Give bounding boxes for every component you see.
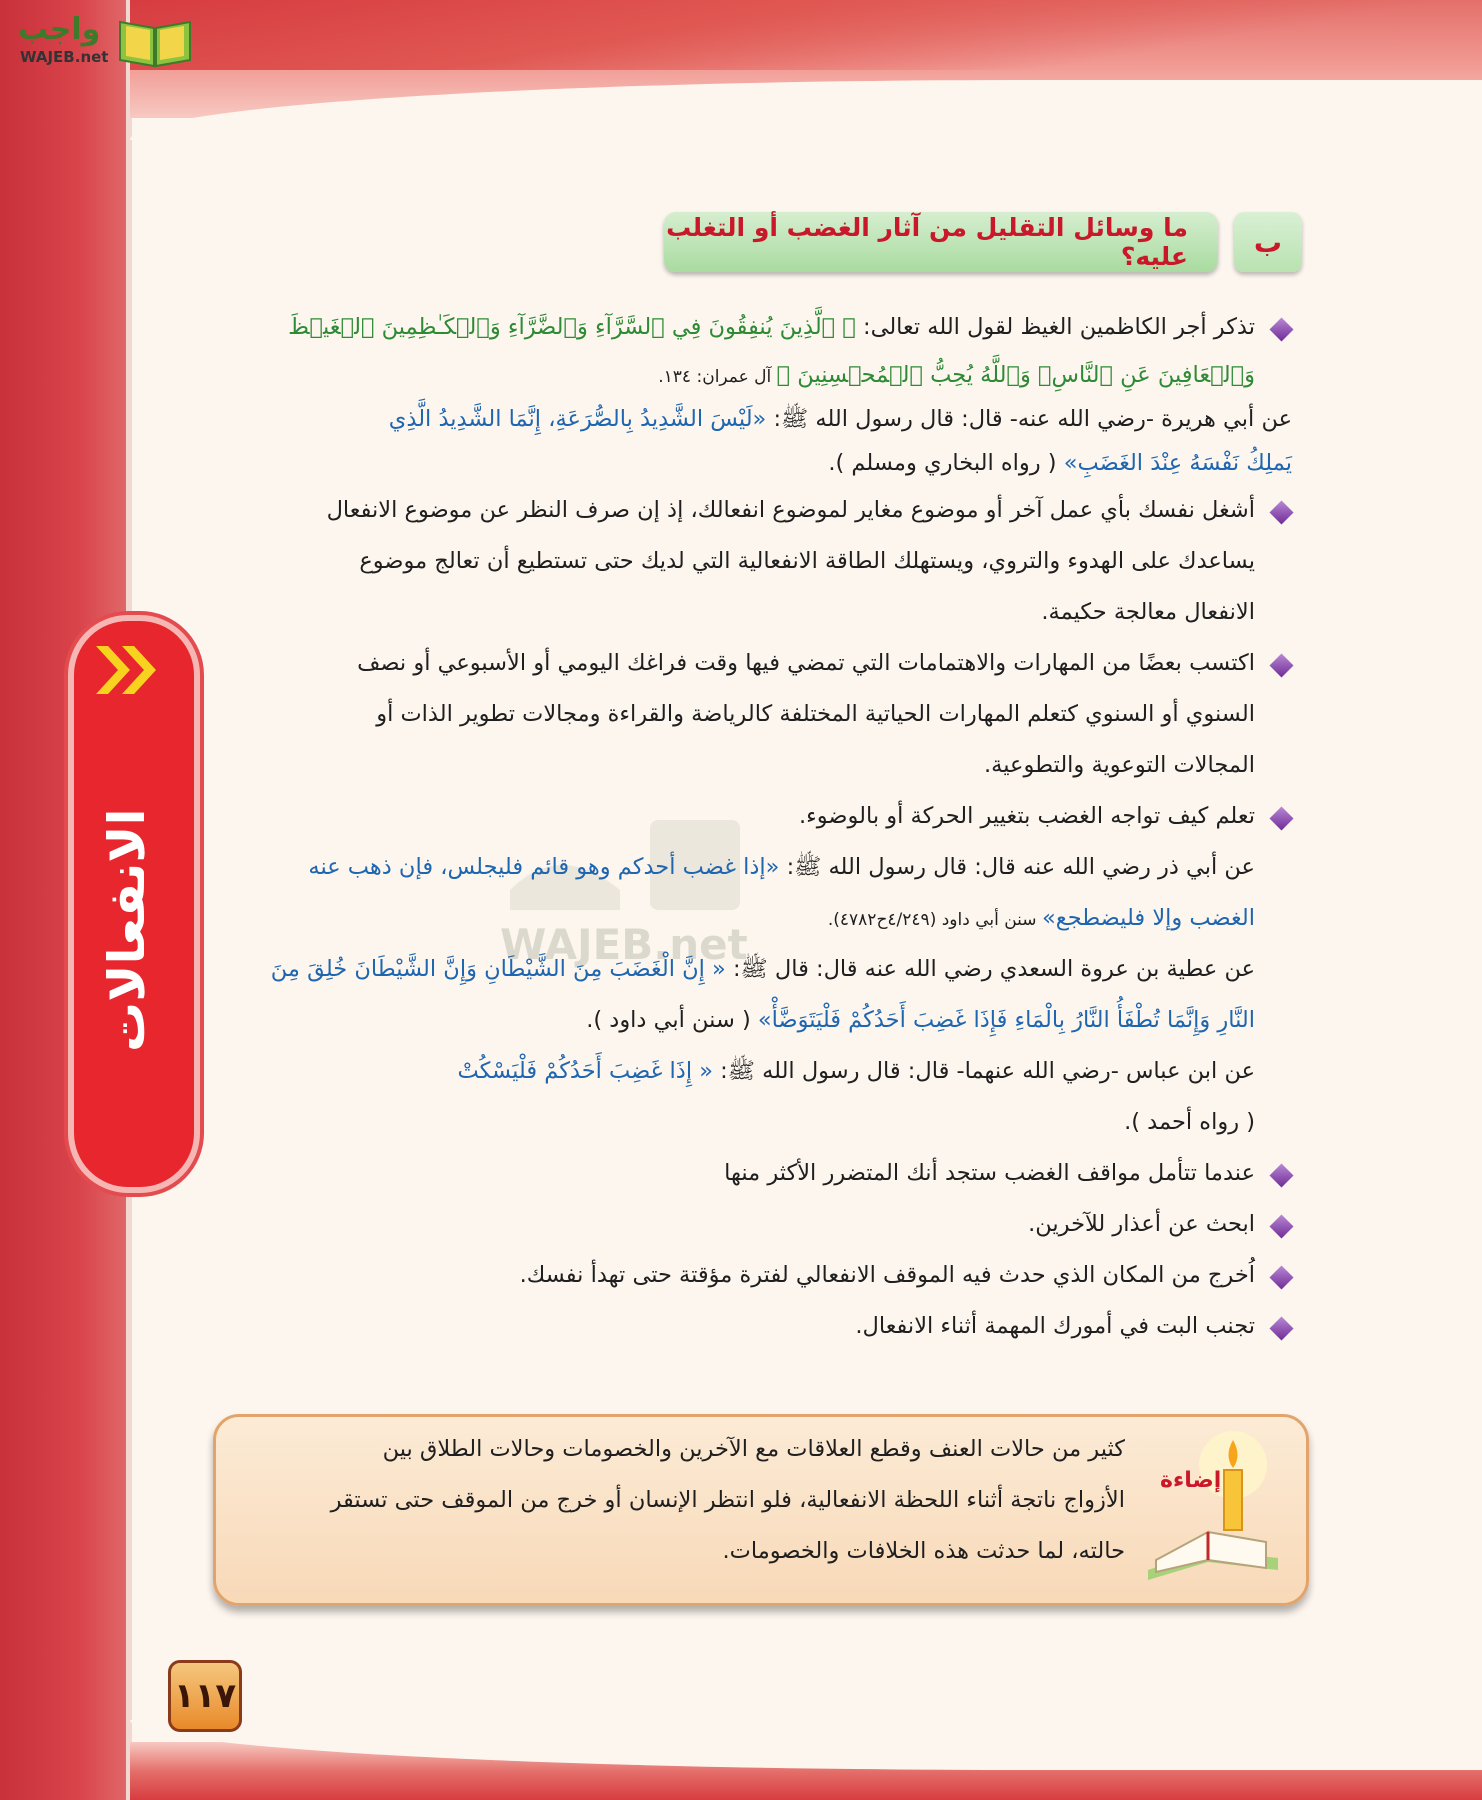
list-item xyxy=(205,485,1310,536)
hadith-source: ( رواه أحمد ). xyxy=(1124,1109,1255,1135)
list-item-continuation xyxy=(205,353,1310,397)
hadith-line xyxy=(205,441,1310,485)
hadith-text: الغضب وإلا فليضطجع» xyxy=(1041,905,1255,931)
hadith-source: سنن أبي داود (٤/٢٤٩ح٤٧٨٢). xyxy=(827,910,1042,930)
list-item-continuation xyxy=(205,740,1310,791)
double-chevron-icon xyxy=(92,640,162,700)
chapter-title: الانفعالات xyxy=(98,808,156,1052)
list-item-continuation xyxy=(205,689,1310,740)
text: اُخرج من المكان الذي حدث فيه الموقف الانفعالي لفترة مؤقتة حتى تهدأ نفسك. xyxy=(519,1262,1255,1288)
note-line: حالته، لما حدثت هذه الخلافات والخصومات. xyxy=(722,1538,1125,1564)
note-text xyxy=(235,1424,1125,1577)
list-item xyxy=(205,638,1310,689)
hadith-line xyxy=(205,893,1310,944)
text: تعلم كيف تواجه الغضب بتغيير الحركة أو بالوضوء. xyxy=(799,803,1255,829)
text: عن أبي ذر رضي الله عنه قال: قال رسول الله ﷺ: xyxy=(779,854,1255,880)
diamond-bullet-icon xyxy=(1269,1163,1293,1187)
note-label: إضاءة xyxy=(1160,1468,1222,1493)
hadith-line xyxy=(205,1097,1310,1148)
hadith-line xyxy=(205,1046,1310,1097)
diamond-bullet-icon xyxy=(1269,653,1293,677)
list-item xyxy=(205,1148,1310,1199)
text: ابحث عن أعذار للآخرين. xyxy=(1028,1211,1255,1237)
section-letter: ب xyxy=(1234,212,1302,272)
hadith-text: «لَيْسَ الشَّدِيدُ بِالصُّرَعَةِ، إِنَّمَا الشَّدِيدُ الَّذِي xyxy=(388,406,767,432)
text: عندما تتأمل مواقف الغضب ستجد أنك المتضرر الأكثر منها xyxy=(724,1160,1255,1186)
text: السنوي أو السنوي كتعلم المهارات الحياتية المختلفة كالرياضة والقراءة ومجالات تطوير الذات أو xyxy=(376,701,1255,727)
list-item-continuation xyxy=(205,587,1310,638)
hadith-text: «إذا غضب أحدكم وهو قائم فليجلس، فإن ذهب عنه xyxy=(308,854,780,880)
diamond-bullet-icon xyxy=(1269,1316,1293,1340)
note-line: الأزواج ناتجة أثناء اللحظة الانفعالية، فلو انتظر الإنسان أو خرج من الموقف حتى تستقر xyxy=(330,1487,1125,1513)
list-item xyxy=(205,791,1310,842)
text: أشغل نفسك بأي عمل آخر أو موضوع مغاير لموضوع انفعالك، إذ إن صرف النظر عن موضوع الانفعال xyxy=(326,497,1255,523)
main-content xyxy=(205,302,1310,1352)
note-line: كثير من حالات العنف وقطع العلاقات مع الآخرين والخصومات وحالات الطلاق بين xyxy=(382,1436,1125,1462)
site-logo[interactable] xyxy=(8,6,188,66)
hadith-source: ( سنن أبي داود ). xyxy=(586,1007,758,1033)
hadith-text: « إِذَا غَضِبَ أَحَدُكُمْ فَلْيَسْكُتْ xyxy=(457,1058,713,1084)
hadith-text: « إِنَّ الْغَضَبَ مِنَ الشَّيْطَانِ وَإِنَّ الشَّيْطَانَ خُلِقَ مِنَ xyxy=(270,956,726,982)
diamond-bullet-icon xyxy=(1269,1265,1293,1289)
hadith-line xyxy=(205,995,1310,1046)
hadith-line xyxy=(205,944,1310,995)
text: اكتسب بعضًا من المهارات والاهتمامات التي تمضي فيها وقت فراغك اليومي أو الأسبوعي أو نصف xyxy=(357,650,1255,676)
top-border-shade xyxy=(130,0,1482,70)
hadith-source: ( رواه البخاري ومسلم ). xyxy=(828,450,1064,476)
logo-name: واجب xyxy=(18,12,101,47)
quran-text: وَٱلۡعَافِينَ عَنِ ٱلنَّاسِۗ وَٱللَّهُ يُحِبُّ ٱلۡمُحۡسِنِينَ ﴾ xyxy=(776,362,1255,388)
text: يساعدك على الهدوء والتروي، ويستهلك الطاقة الانفعالية التي لديك حتى تستطيع أن تعالج موضوع xyxy=(359,548,1255,574)
candle-book-icon xyxy=(1138,1420,1288,1580)
text: الانفعال معالجة حكيمة. xyxy=(1041,599,1255,625)
quran-text: ﴿ ٱلَّذِينَ يُنفِقُونَ فِي ٱلسَّرَّآءِ وَٱلضَّرَّآءِ وَٱلۡكَـٰظِمِينَ ٱلۡغَيۡظَ xyxy=(288,314,856,340)
diamond-bullet-icon xyxy=(1269,500,1293,524)
text: عن ابن عباس -رضي الله عنهما- قال: قال رسول الله ﷺ: xyxy=(713,1058,1255,1084)
logo-subtitle: WAJEB.net xyxy=(20,48,109,66)
diamond-bullet-icon xyxy=(1269,1214,1293,1238)
section-heading: ما وسائل التقليل من آثار الغضب أو التغلب عليه؟ xyxy=(664,212,1218,272)
text: تذكر أجر الكاظمين الغيظ لقول الله تعالى: xyxy=(855,314,1255,340)
text: المجالات التوعوية والتطوعية. xyxy=(984,752,1255,778)
list-item-continuation xyxy=(205,536,1310,587)
watermark-text: WAJEB.net xyxy=(500,920,748,969)
hadith-line xyxy=(205,397,1310,441)
list-item xyxy=(205,1199,1310,1250)
list-item xyxy=(205,1301,1310,1352)
text: عن عطية بن عروة السعدي رضي الله عنه قال: قال ﷺ: xyxy=(725,956,1255,982)
diamond-bullet-icon xyxy=(1269,806,1293,830)
list-item xyxy=(205,302,1310,353)
diamond-bullet-icon xyxy=(1269,317,1293,341)
book-icon xyxy=(116,12,194,68)
hadith-line xyxy=(205,842,1310,893)
text: تجنب البت في أمورك المهمة أثناء الانفعال. xyxy=(855,1313,1255,1339)
list-item xyxy=(205,1250,1310,1301)
hadith-text: النَّارِ وَإِنَّمَا تُطْفَأُ النَّارُ بِالْمَاءِ فَإِذَا غَضِبَ أَحَدُكُمْ فَلْيَتَوَضَّأْ» xyxy=(757,1007,1255,1033)
text: عن أبي هريرة -رضي الله عنه- قال: قال رسول الله ﷺ: xyxy=(766,406,1292,432)
verse-reference: آل عمران: ١٣٤. xyxy=(658,367,777,387)
page-number: ١١٧ xyxy=(168,1660,242,1732)
hadith-text: يَملِكُ نَفْسَهُ عِنْدَ الغَضَبِ» xyxy=(1063,450,1292,476)
